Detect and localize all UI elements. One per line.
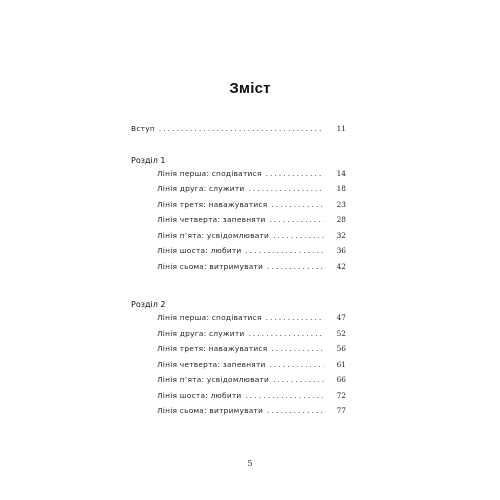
dot-leader — [245, 392, 324, 400]
dot-leader — [270, 216, 324, 224]
toc-entry[interactable] — [131, 375, 346, 391]
toc-entry-page: 61 — [336, 359, 346, 369]
toc-entry-page: 28 — [336, 215, 346, 224]
toc-entry-page: 42 — [336, 261, 346, 271]
toc-entry-label: Лінія п’ята: усвідомлювати — [157, 375, 270, 384]
toc-entry-label: Лінія третя: наважуватися — [157, 199, 268, 209]
toc-entry-label: Лінія четверта: запевняти — [157, 215, 266, 224]
toc-entry[interactable] — [131, 246, 346, 262]
toc-entry-page: 72 — [336, 390, 346, 400]
toc-entry-page: 14 — [336, 168, 346, 178]
toc-entry-intro[interactable] — [131, 124, 346, 140]
dot-leader — [267, 407, 324, 415]
toc-entry-label: Лінія п’ята: усвідомлювати — [157, 230, 270, 240]
toc-entry[interactable] — [131, 169, 346, 185]
toc-entry[interactable] — [131, 391, 346, 407]
toc-entry-page: 52 — [336, 328, 346, 338]
toc-entry[interactable] — [131, 231, 346, 247]
toc-entry[interactable] — [131, 184, 346, 200]
dot-leader — [248, 330, 324, 338]
toc-entry-label: Вступ — [131, 124, 155, 133]
table-of-contents — [131, 124, 346, 422]
toc-entry-label: Лінія третя: наважуватися — [157, 344, 268, 353]
toc-entry[interactable] — [131, 215, 346, 231]
toc-entry-page: 47 — [336, 313, 346, 322]
toc-entry-page: 18 — [336, 184, 346, 193]
toc-entry[interactable] — [131, 262, 346, 278]
toc-entry-label: Лінія шоста: любити — [157, 246, 242, 255]
toc-entry-page: 77 — [336, 406, 346, 415]
dot-leader — [266, 170, 324, 178]
toc-entry-page: 56 — [336, 344, 346, 353]
section-heading-1: Розділ 1 — [131, 155, 166, 165]
spacer — [131, 277, 346, 297]
dot-leader — [266, 314, 324, 322]
toc-entry[interactable] — [131, 344, 346, 360]
dot-leader — [270, 361, 324, 369]
toc-entry-page: 32 — [336, 230, 346, 240]
toc-entry-label: Лінія шоста: любити — [157, 390, 242, 400]
dot-leader — [273, 232, 324, 240]
toc-entry-label: Лінія сьома: витримувати — [157, 406, 264, 415]
dot-leader — [248, 185, 324, 193]
toc-entry-page: 66 — [336, 375, 346, 384]
toc-entry-label: Лінія сьома: витримувати — [157, 261, 264, 271]
section-heading-2: Розділ 2 — [131, 300, 166, 309]
dot-leader — [273, 376, 324, 384]
page-title: Зміст — [229, 80, 271, 97]
toc-entry-page: 36 — [336, 246, 346, 255]
dot-leader — [159, 125, 324, 133]
toc-entry[interactable] — [131, 329, 346, 345]
toc-entry[interactable] — [131, 406, 346, 422]
dot-leader — [245, 247, 324, 255]
toc-entry-label: Лінія друга: служити — [157, 328, 245, 338]
toc-entry-label: Лінія перша: сподіватися — [157, 313, 262, 322]
dot-leader — [267, 263, 324, 271]
toc-entry[interactable] — [131, 360, 346, 376]
toc-entry-label: Лінія друга: служити — [157, 184, 245, 193]
toc-entry-page: 23 — [336, 199, 346, 209]
toc-entry[interactable] — [131, 200, 346, 216]
page-number: 5 — [247, 459, 253, 468]
toc-entry-label: Лінія перша: сподіватися — [157, 168, 262, 178]
toc-entry-label: Лінія четверта: запевняти — [157, 359, 266, 369]
dot-leader — [271, 201, 324, 209]
toc-entry-page: 11 — [336, 124, 346, 133]
spacer — [131, 140, 346, 153]
dot-leader — [271, 345, 324, 353]
toc-entry[interactable] — [131, 313, 346, 329]
